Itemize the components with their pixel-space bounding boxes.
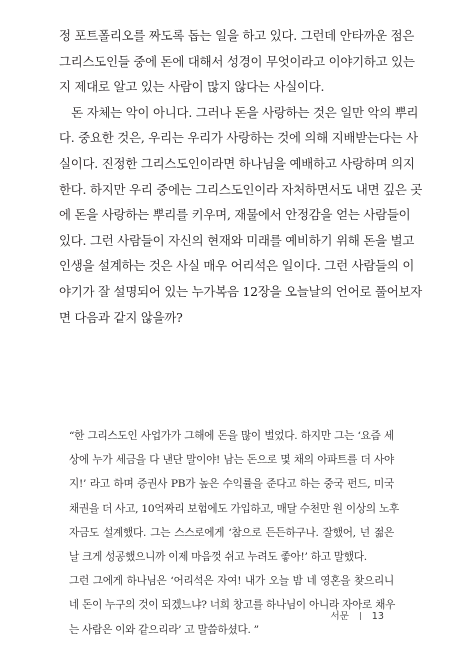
quote-line: 날 크게 성공했으니까 이제 마음껏 쉬고 누려도 좋아!’ 하고 말했다. <box>69 550 367 563</box>
body-text <box>59 23 423 330</box>
body-line: 한다. 하지만 우리 중에는 그리스도인이라 자처하면서도 내면 깊은 곳 <box>59 181 423 197</box>
footer-separator: | <box>359 611 362 620</box>
body-line: 정 포트폴리오를 짜도록 돕는 일을 하고 있다. 그런데 안타까운 점은 <box>59 28 415 43</box>
running-section-title: 서문 <box>330 611 349 622</box>
quote-line: 자금도 설계했다. 그는 스스로에게 ‘참으로 든든하구나. 잘했어, 넌 젊은 <box>69 526 394 539</box>
quote-line: 네 돈이 누구의 것이 되겠느냐? 너희 창고를 하나님이 아니라 자아로 채우 <box>69 599 396 612</box>
body-line: 면 다음과 같지 않을까? <box>59 309 183 325</box>
body-line: 인생을 설계하는 것은 사실 매우 어리석은 일이다. 그런 사람들의 이 <box>59 258 415 274</box>
quote-line: 채권을 더 사고, 10억짜리 보험에도 가입하고, 매달 수천만 원 이상의 노후 <box>69 502 399 515</box>
body-line: 다. 중요한 것은, 우리는 우리가 사랑하는 것에 의해 지배받는다는 사 <box>59 130 418 146</box>
page-footer <box>330 608 384 622</box>
quote-line: 지!’ 라고 하며 증권사 PB가 높은 수익률을 준다고 하는 중국 펀드, 미국 <box>69 478 394 491</box>
quote-line: 그런 그에게 하나님은 ‘어리석은 자여! 내가 오늘 밤 네 영혼을 찾으리니 <box>69 575 394 588</box>
page-number: 13 <box>371 611 384 622</box>
quote-line: 는 사람은 이와 같으리라’ 고 말씀하셨다. ” <box>69 623 259 636</box>
quote-line: “한 그리스도인 사업가가 그해에 돈을 많이 벌었다. 하지만 그는 ‘요즘 세 <box>69 430 394 442</box>
body-line: 돈 자체는 악이 아니다. 그러나 돈을 사랑하는 것은 일만 악의 뿌리 <box>59 104 419 120</box>
body-line: 실이다. 진정한 그리스도인이라면 하나님을 예배하고 사랑하며 의지 <box>59 155 415 171</box>
body-line: 에 돈을 사랑하는 뿌리를 키우며, 재물에서 안정감을 얻는 사람들이 <box>59 207 411 223</box>
body-line: 그리스도인들 중에 돈에 대해서 성경이 무엇이라고 이야기하고 있는 <box>59 53 415 69</box>
body-line: 지 제대로 알고 있는 사람이 많지 않다는 사실이다. <box>59 79 325 95</box>
body-line: 있다. 그런 사람들이 자신의 현재와 미래를 예비하기 위해 돈을 벌고 <box>59 232 415 248</box>
body-line: 야기가 잘 설명되어 있는 누가복음 12장을 오늘날의 언어로 풀어보자 <box>59 283 423 299</box>
quote-line: 상에 누가 세금을 다 낸단 말이야! 남는 돈으로 몇 채의 아파트를 더 사야 <box>69 454 394 467</box>
